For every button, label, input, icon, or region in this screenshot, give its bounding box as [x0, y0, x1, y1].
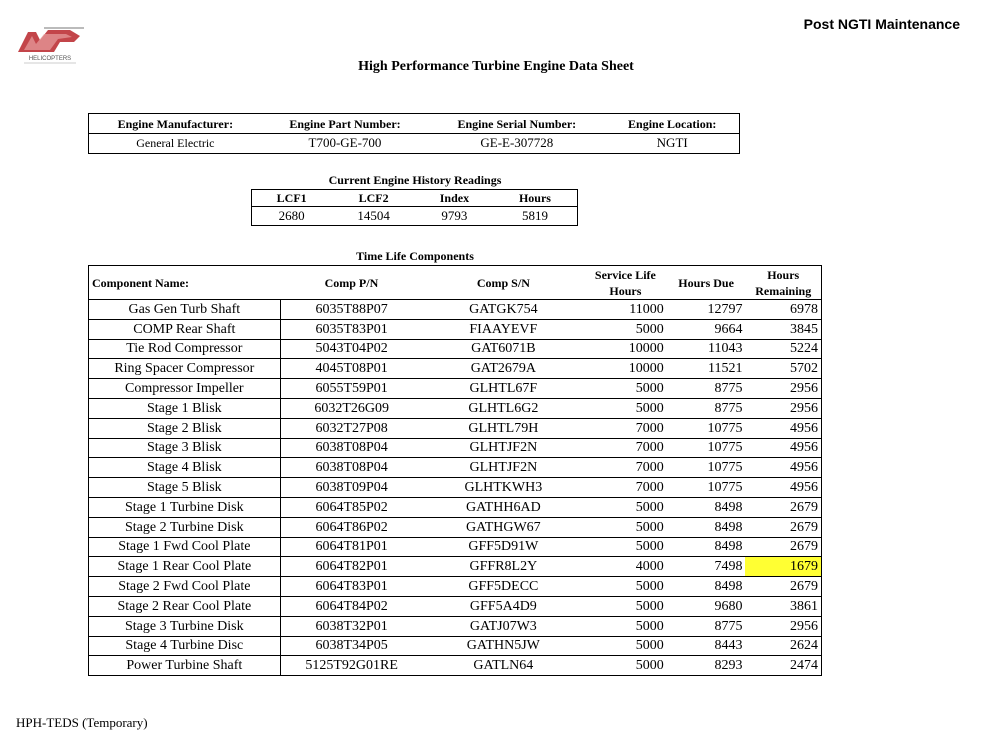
hours-header: Hours [493, 190, 578, 207]
table-row [89, 418, 822, 438]
component-pn: 5043T04P02 [280, 339, 423, 359]
component-name: Tie Rod Compressor [89, 339, 281, 359]
hours-remaining: 4956 [745, 458, 821, 478]
component-pn: 6038T34P05 [280, 636, 423, 656]
hours-due: 8775 [667, 379, 746, 399]
table-row [89, 537, 822, 557]
comp-sn-header: Comp S/N [423, 266, 584, 300]
hours-due: 8775 [667, 616, 746, 636]
component-sn: GFF5D91W [423, 537, 584, 557]
hours-remaining: 2956 [745, 379, 821, 399]
component-pn: 6064T84P02 [280, 596, 423, 616]
hours-value: 5819 [521, 207, 548, 223]
table-row [89, 359, 822, 379]
hours-remaining: 5702 [745, 359, 821, 379]
component-name: Stage 1 Rear Cool Plate [89, 557, 281, 577]
component-sn: GATHN5JW [423, 636, 584, 656]
service-life-hours: 5000 [584, 398, 667, 418]
engine-part-number-header: Engine Part Number: [262, 114, 429, 134]
hours-remaining: 5224 [745, 339, 821, 359]
time-life-components-table [88, 265, 822, 676]
component-sn: GLHTL67F [423, 379, 584, 399]
component-sn: GATGK754 [423, 300, 584, 320]
table-row [89, 398, 822, 418]
engine-info-table [88, 113, 740, 154]
table-row [89, 379, 822, 399]
components-caption: Time Life Components [356, 249, 474, 263]
service-life-hours: 7000 [584, 438, 667, 458]
component-sn: GFF5DECC [423, 577, 584, 597]
hours-due: 9664 [667, 319, 746, 339]
hours-remaining: 4956 [745, 478, 821, 498]
hours-due: 10775 [667, 458, 746, 478]
service-life-hours: 5000 [584, 577, 667, 597]
component-sn: GLHTJF2N [423, 438, 584, 458]
lcf1-header: LCF1 [252, 190, 332, 207]
hours-remaining: 3845 [745, 319, 821, 339]
table-row [89, 517, 822, 537]
history-caption: Current Engine History Readings [328, 173, 502, 187]
table-row [89, 596, 822, 616]
hours-due: 8498 [667, 497, 746, 517]
hours-due: 12797 [667, 300, 746, 320]
engine-manufacturer-value: General Electric [136, 135, 215, 150]
service-life-hours: 5000 [584, 517, 667, 537]
hours-remaining-header: Hours Remaining [745, 266, 821, 300]
component-pn: 6064T86P02 [280, 517, 423, 537]
component-name: Stage 1 Fwd Cool Plate [89, 537, 281, 557]
hours-remaining: 4956 [745, 418, 821, 438]
component-sn: GATHGW67 [423, 517, 584, 537]
component-sn: GLHTL6G2 [423, 398, 584, 418]
service-life-hours: 4000 [584, 557, 667, 577]
component-pn: 6038T08P04 [280, 458, 423, 478]
hours-due: 8293 [667, 656, 746, 676]
hours-remaining: 2956 [745, 616, 821, 636]
hours-due-header: Hours Due [667, 266, 746, 300]
hours-due: 8498 [667, 517, 746, 537]
service-life-hours: 10000 [584, 359, 667, 379]
component-sn: GLHTL79H [423, 418, 584, 438]
service-life-hours: 7000 [584, 418, 667, 438]
component-name: Stage 2 Blisk [89, 418, 281, 438]
component-name: COMP Rear Shaft [89, 319, 281, 339]
table-row [89, 300, 822, 320]
hours-remaining: 4956 [745, 438, 821, 458]
component-name: Stage 4 Blisk [89, 458, 281, 478]
component-pn: 6032T27P08 [280, 418, 423, 438]
table-row [89, 577, 822, 597]
component-pn: 6032T26G09 [280, 398, 423, 418]
hours-remaining: 6978 [745, 300, 821, 320]
component-sn: GLHTJF2N [423, 458, 584, 478]
component-pn: 6064T83P01 [280, 577, 423, 597]
table-row [89, 656, 822, 676]
component-name: Stage 2 Fwd Cool Plate [89, 577, 281, 597]
engine-manufacturer-header: Engine Manufacturer: [89, 114, 262, 134]
index-value: 9793 [441, 207, 468, 223]
service-life-hours: 5000 [584, 636, 667, 656]
hours-remaining: 2679 [745, 577, 821, 597]
hours-due: 11521 [667, 359, 746, 379]
table-row [89, 438, 822, 458]
component-name: Ring Spacer Compressor [89, 359, 281, 379]
hours-due: 7498 [667, 557, 746, 577]
service-life-hours: 7000 [584, 478, 667, 498]
hours-due: 8498 [667, 537, 746, 557]
engine-location-value: NGTI [656, 135, 688, 150]
service-life-hours: 5000 [584, 616, 667, 636]
component-pn: 6035T83P01 [280, 319, 423, 339]
hours-due: 10775 [667, 418, 746, 438]
engine-location-header: Engine Location: [605, 114, 739, 134]
component-name: Stage 1 Turbine Disk [89, 497, 281, 517]
document-title: High Performance Turbine Engine Data Sheet [358, 59, 634, 74]
component-name: Stage 2 Rear Cool Plate [89, 596, 281, 616]
hours-remaining: 2474 [745, 656, 821, 676]
table-row [89, 557, 822, 577]
component-name: Stage 3 Blisk [89, 438, 281, 458]
hours-remaining: 3861 [745, 596, 821, 616]
service-life-hours: 5000 [584, 537, 667, 557]
svg-text:HELICOPTERS: HELICOPTERS [28, 56, 72, 62]
engine-serial-number-header: Engine Serial Number: [428, 114, 605, 134]
component-sn: GATHH6AD [423, 497, 584, 517]
engine-serial-number-value: GE-E-307728 [480, 135, 554, 150]
component-pn: 5125T92G01RE [280, 656, 423, 676]
hours-remaining: 1679 [745, 557, 821, 577]
lcf1-value: 2680 [278, 207, 305, 223]
component-name: Gas Gen Turb Shaft [89, 300, 281, 320]
component-sn: GAT2679A [423, 359, 584, 379]
component-pn: 6038T32P01 [280, 616, 423, 636]
table-row [89, 497, 822, 517]
table-row [89, 339, 822, 359]
component-pn: 6038T08P04 [280, 438, 423, 458]
index-header: Index [416, 190, 493, 207]
comp-pn-header: Comp P/N [280, 266, 423, 300]
component-sn: GLHTKWH3 [423, 478, 584, 498]
component-pn: 6064T85P02 [280, 497, 423, 517]
component-name-header: Component Name: [89, 266, 281, 300]
service-life-hours-header: Service Life Hours [584, 266, 667, 300]
engine-history-table [251, 189, 578, 226]
service-life-hours: 10000 [584, 339, 667, 359]
table-row [89, 458, 822, 478]
component-sn: GFFR8L2Y [423, 557, 584, 577]
table-row [89, 478, 822, 498]
component-name: Stage 5 Blisk [89, 478, 281, 498]
component-name: Compressor Impeller [89, 379, 281, 399]
component-sn: FIAAYEVF [423, 319, 584, 339]
hours-due: 10775 [667, 438, 746, 458]
component-sn: GAT6071B [423, 339, 584, 359]
hours-remaining: 2679 [745, 517, 821, 537]
component-pn: 4045T08P01 [280, 359, 423, 379]
table-row [89, 616, 822, 636]
component-name: Stage 3 Turbine Disk [89, 616, 281, 636]
footer-doc-id: HPH-TEDS (Temporary) [16, 715, 148, 730]
table-row [89, 636, 822, 656]
component-name: Stage 4 Turbine Disc [89, 636, 281, 656]
hours-due: 9680 [667, 596, 746, 616]
service-life-hours: 11000 [584, 300, 667, 320]
hours-due: 10775 [667, 478, 746, 498]
service-life-hours: 5000 [584, 319, 667, 339]
component-pn: 6038T09P04 [280, 478, 423, 498]
service-life-hours: 5000 [584, 656, 667, 676]
component-pn: 6035T88P07 [280, 300, 423, 320]
hours-due: 8775 [667, 398, 746, 418]
component-name: Power Turbine Shaft [89, 656, 281, 676]
hours-due: 8498 [667, 577, 746, 597]
component-sn: GFF5A4D9 [423, 596, 584, 616]
report-type-title: Post NGTI Maintenance [803, 16, 960, 32]
component-pn: 6064T82P01 [280, 557, 423, 577]
hours-remaining: 2679 [745, 497, 821, 517]
component-pn: 6064T81P01 [280, 537, 423, 557]
lcf2-header: LCF2 [331, 190, 415, 207]
hours-remaining: 2956 [745, 398, 821, 418]
table-row [89, 319, 822, 339]
component-sn: GATJ07W3 [423, 616, 584, 636]
service-life-hours: 5000 [584, 497, 667, 517]
service-life-hours: 5000 [584, 596, 667, 616]
component-name: Stage 2 Turbine Disk [89, 517, 281, 537]
component-sn: GATLN64 [423, 656, 584, 676]
hours-due: 8443 [667, 636, 746, 656]
engine-part-number-value: T700-GE-700 [308, 135, 382, 150]
lcf2-value: 14504 [357, 207, 390, 223]
hours-due: 11043 [667, 339, 746, 359]
component-name: Stage 1 Blisk [89, 398, 281, 418]
hours-remaining: 2679 [745, 537, 821, 557]
service-life-hours: 7000 [584, 458, 667, 478]
hours-remaining: 2624 [745, 636, 821, 656]
component-pn: 6055T59P01 [280, 379, 423, 399]
service-life-hours: 5000 [584, 379, 667, 399]
